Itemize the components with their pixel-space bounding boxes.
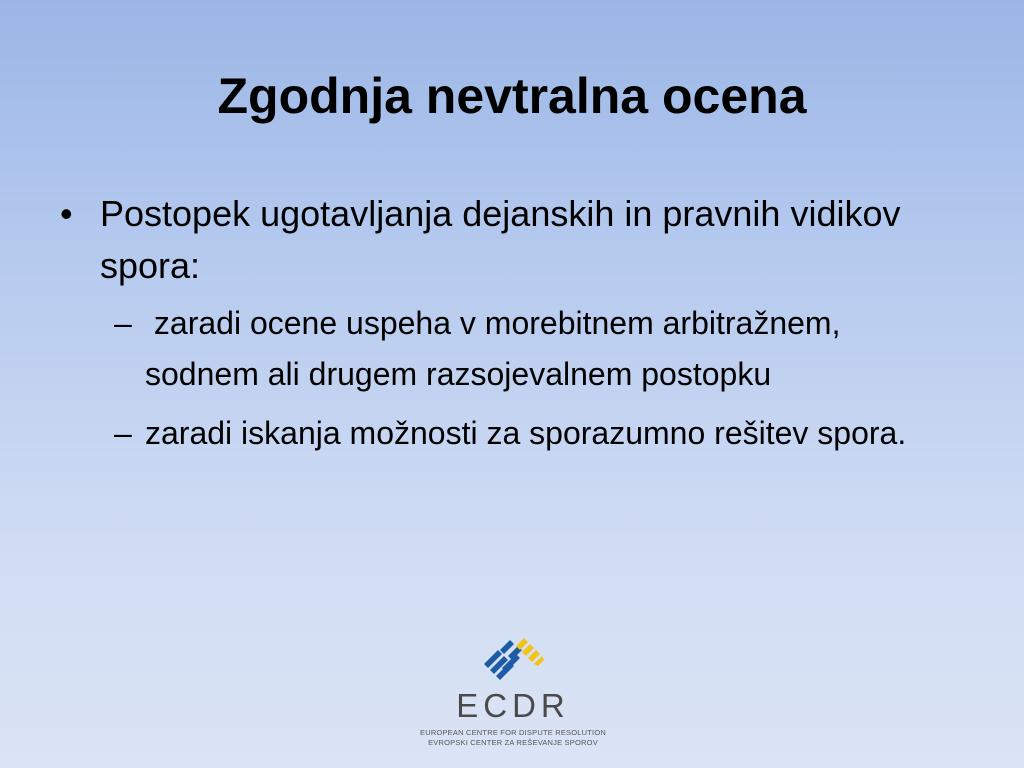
slide-title: Zgodnja nevtralna ocena — [217, 68, 807, 124]
bullet-text: Postopek ugotavljanja dejanskih in pravnih vidikov spora: — [100, 193, 901, 286]
sub-bullet-item — [56, 298, 956, 400]
bullet-marker: • — [60, 193, 73, 234]
dash-marker: – — [114, 305, 132, 341]
logo-subtitle-english: EUROPEAN CENTRE FOR DISPUTE RESOLUTION — [420, 728, 606, 737]
dash-marker: – — [114, 415, 132, 451]
bullet-item — [56, 188, 956, 292]
ecdr-logo-mark-icon — [480, 636, 546, 682]
sub-bullet-text: zaradi iskanja možnosti za sporazumno rešitev spora. — [145, 415, 907, 451]
ecdr-logo — [416, 636, 610, 750]
logo-wordmark: ECDR — [456, 687, 570, 724]
sub-bullet-text: zaradi ocene uspeha v morebitnem arbitražnem, sodnem ali drugem razsojevalnem postopku — [145, 305, 850, 392]
logo-yellow-stripes — [516, 638, 544, 666]
slide-body — [56, 188, 956, 467]
logo-subtitle-slovene: EVROPSKI CENTER ZA REŠEVANJE SPOROV — [428, 738, 598, 747]
sub-bullet-item — [56, 408, 956, 459]
sub-bullet-list — [56, 298, 956, 459]
